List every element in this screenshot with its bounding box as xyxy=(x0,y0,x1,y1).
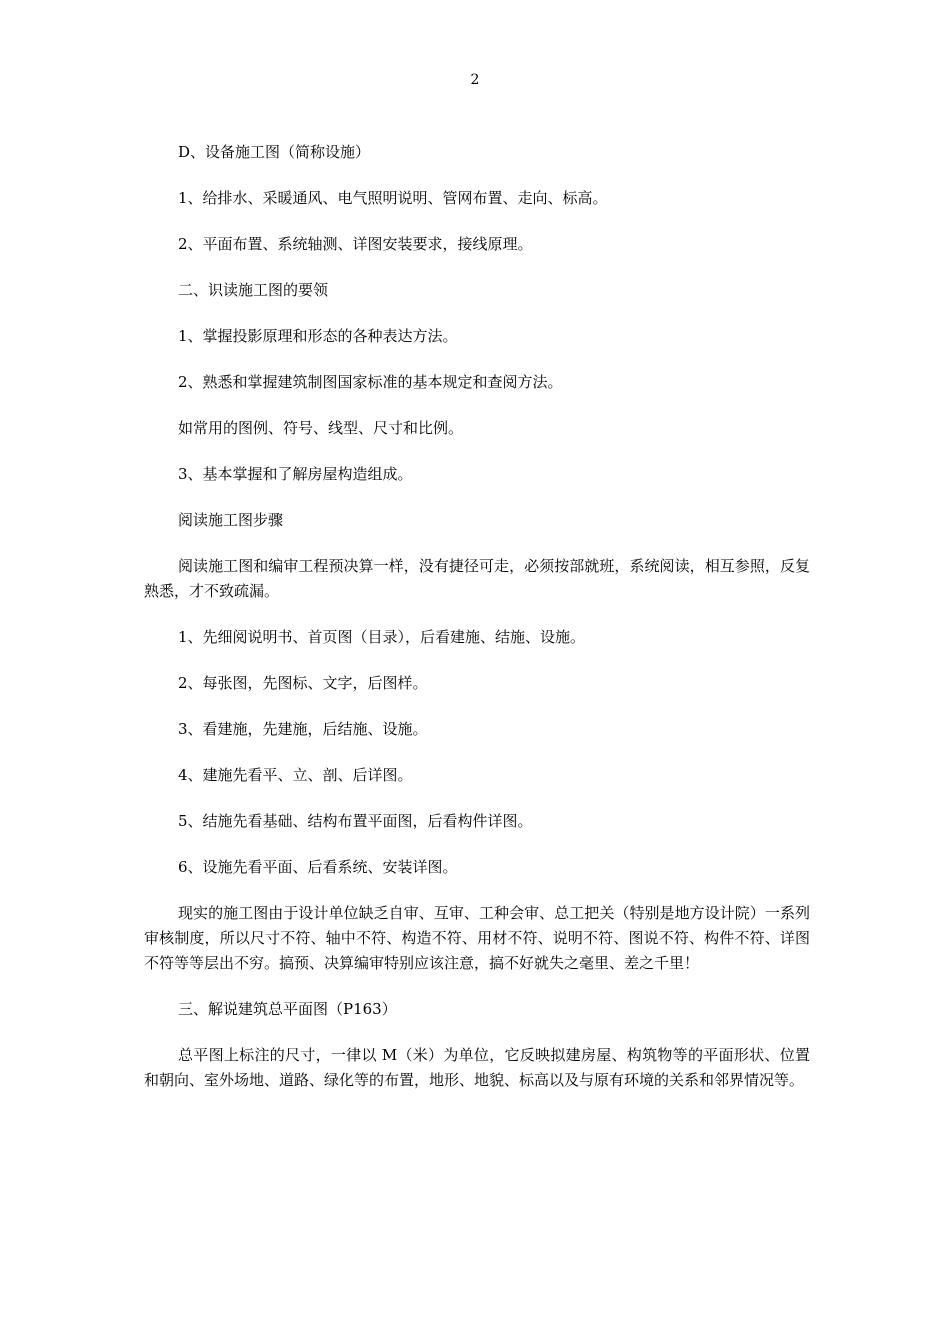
section-heading: 阅读施工图步骤 xyxy=(178,511,284,529)
paragraph: 2、平面布置、系统轴测、详图安装要求，接线原理。 xyxy=(178,235,533,253)
paragraph: 总平图上标注的尺寸，一律以 M（米）为单位，它反映拟建房屋、构筑物等的平面形状、位置和朝向、室外场地、道路、绿化等的布置，地形、地貌、标高以及与原有环境的关系和邻界情况等。 xyxy=(144,1046,810,1089)
section-heading: 二、识读施工图的要领 xyxy=(178,281,329,299)
paragraph: 3、看建施，先建施，后结施、设施。 xyxy=(178,720,428,738)
paragraph: 如常用的图例、符号、线型、尺寸和比例。 xyxy=(178,419,464,437)
paragraph: D、设备施工图（简称设施） xyxy=(178,143,371,161)
section-heading: 三、解说建筑总平面图（P163） xyxy=(178,1000,397,1018)
paragraph: 2、熟悉和掌握建筑制图国家标准的基本规定和查阅方法。 xyxy=(178,373,563,391)
paragraph: 4、建施先看平、立、剖、后详图。 xyxy=(178,766,413,784)
paragraph: 1、给排水、采暖通风、电气照明说明、管网布置、走向、标高。 xyxy=(178,189,608,207)
paragraph: 2、每张图，先图标、文字，后图样。 xyxy=(178,674,428,692)
paragraph: 3、基本掌握和了解房屋构造组成。 xyxy=(178,465,413,483)
document-body xyxy=(144,140,810,1114)
paragraph: 阅读施工图和编审工程预决算一样，没有捷径可走，必须按部就班，系统阅读，相互参照，反复熟悉，才不致疏漏。 xyxy=(144,557,810,600)
paragraph: 现实的施工图由于设计单位缺乏自审、互审、工种会审、总工把关（特别是地方设计院）一系列审核制度，所以尺寸不符、轴中不符、构造不符、用材不符、说明不符、图说不符、构件不符、详图不符等等层出不穷。搞预、决算编审特别应该注意，搞不好就失之毫里、差之千里！ xyxy=(144,904,810,972)
page-number: 2 xyxy=(470,72,480,88)
paragraph: 5、结施先看基础、结构布置平面图，后看构件详图。 xyxy=(178,812,533,830)
paragraph: 1、先细阅说明书、首页图（目录），后看建施、结施、设施。 xyxy=(178,628,586,646)
paragraph: 1、掌握投影原理和形态的各种表达方法。 xyxy=(178,327,458,345)
paragraph: 6、设施先看平面、后看系统、安装详图。 xyxy=(178,858,458,876)
